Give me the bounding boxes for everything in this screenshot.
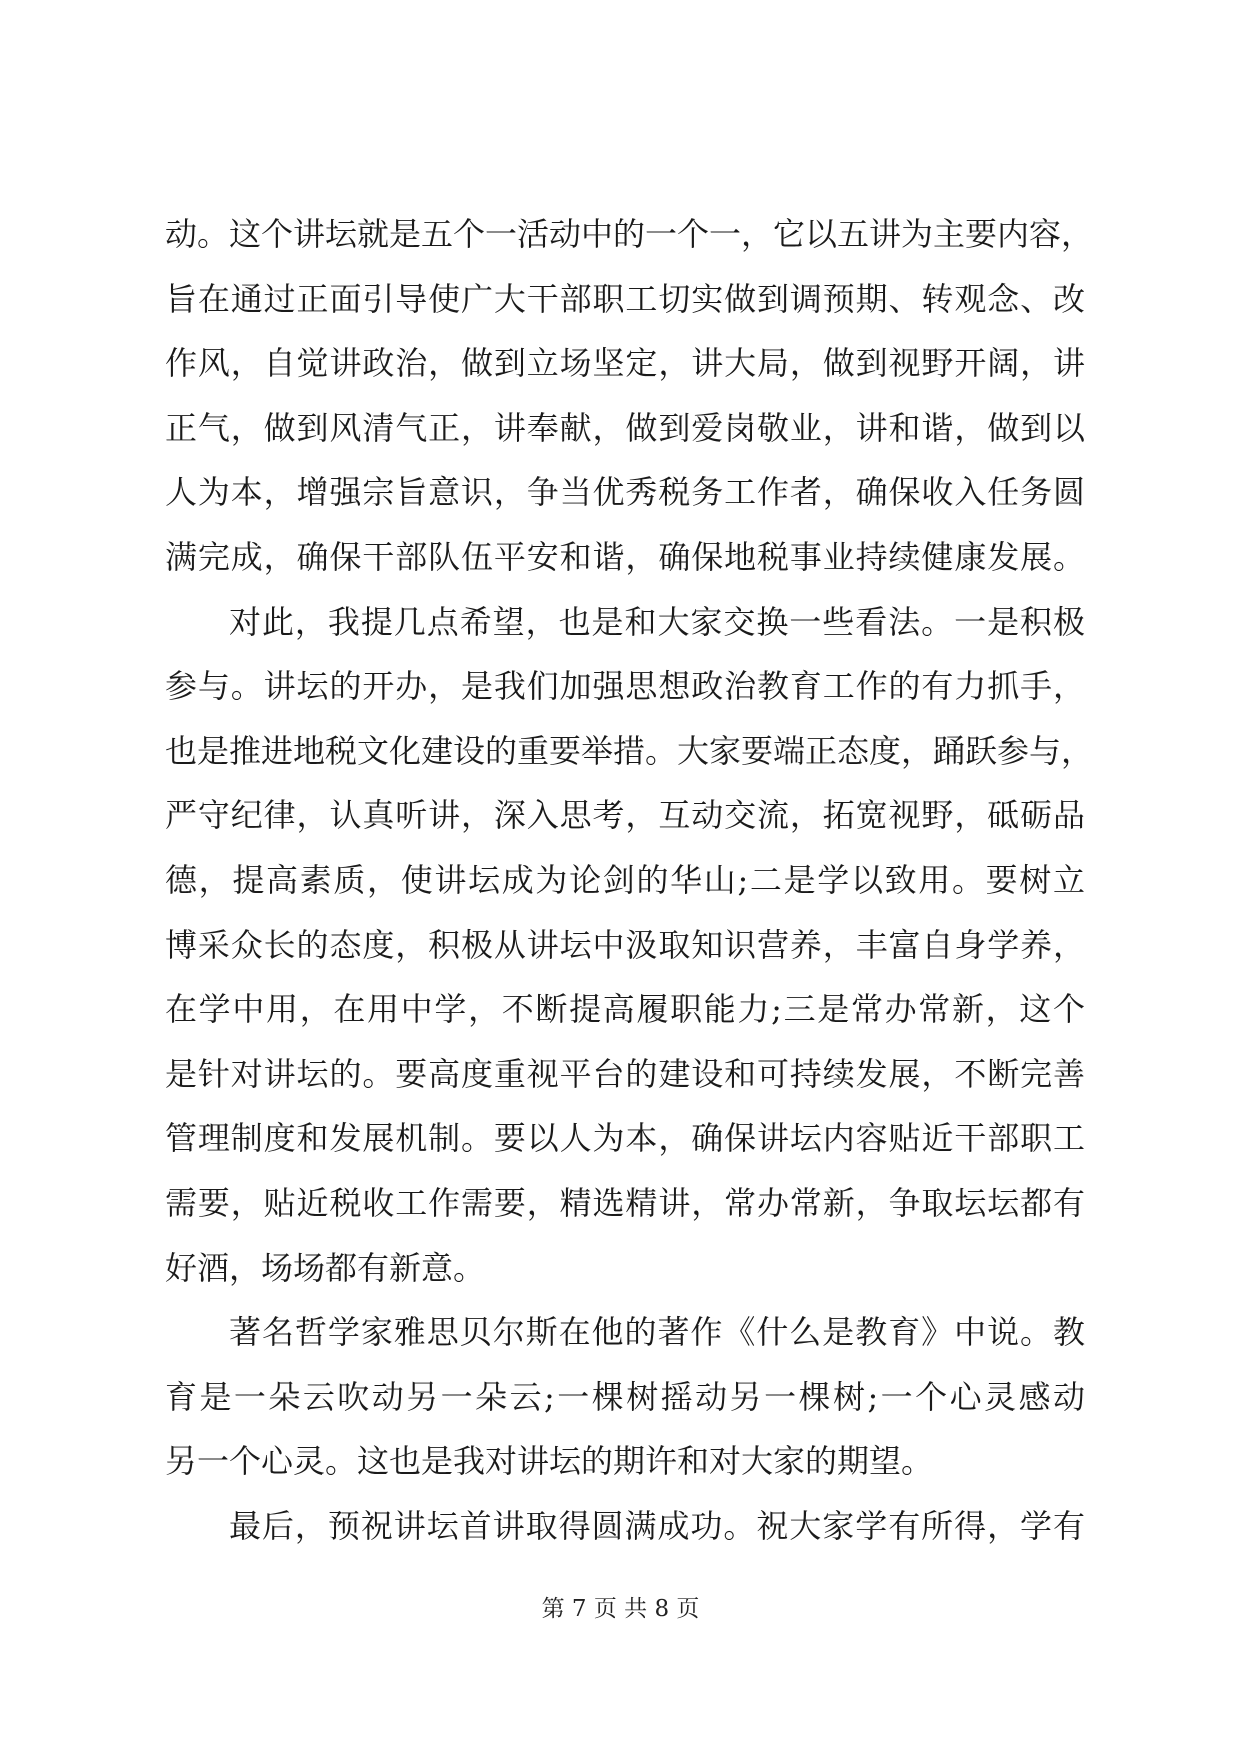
text-line: 博采众长的态度，积极从讲坛中汲取知识营养，丰富自身学养，: [165, 925, 1085, 964]
text-line: 在学中用，在用中学，不断提高履职能力;三是常办常新，这个: [165, 990, 1085, 1029]
text-line: 需要，贴近税收工作需要，精选精讲，常办常新，争取坛坛都有: [165, 1183, 1085, 1222]
text-line: 育是一朵云吹动另一朵云;一棵树摇动另一棵树;一个心灵感动: [165, 1377, 1085, 1416]
paragraph-first-line: 对此，我提几点希望，也是和大家交换一些看法。一是积极: [229, 602, 1085, 641]
paragraph-last-line: 好酒，场场都有新意。: [165, 1248, 486, 1287]
text-line: 正气，做到风清气正，讲奉献，做到爱岗敬业，讲和谐，做到以: [165, 408, 1085, 447]
text-line: 管理制度和发展机制。要以人为本，确保讲坛内容贴近干部职工: [165, 1119, 1085, 1158]
text-line: 严守纪律，认真听讲，深入思考，互动交流，拓宽视野，砥砺品: [165, 796, 1085, 835]
paragraph-first-line: 最后，预祝讲坛首讲取得圆满成功。祝大家学有所得，学有: [229, 1506, 1085, 1545]
text-line: 动。这个讲坛就是五个一活动中的一个一，它以五讲为主要内容，: [165, 215, 1094, 253]
text-line: 是针对讲坛的。要高度重视平台的建设和可持续发展，不断完善: [165, 1054, 1085, 1093]
text-line: 德，提高素质，使讲坛成为论剑的华山;二是学以致用。要树立: [165, 860, 1085, 899]
text-line: 作风，自觉讲政治，做到立场坚定，讲大局，做到视野开阔，讲: [165, 344, 1085, 383]
text-line: 也是推进地税文化建设的重要举措。大家要端正态度，踊跃参与，: [165, 731, 1094, 770]
text-line: 满完成，确保干部队伍平安和谐，确保地税事业持续健康发展。: [165, 537, 1085, 576]
page-number-footer: 第 7 页 共 8 页: [541, 1596, 700, 1622]
text-line: 旨在通过正面引导使广大干部职工切实做到调预期、转观念、改: [165, 279, 1085, 318]
paragraph-last-line: 另一个心灵。这也是我对讲坛的期许和对大家的期望。: [165, 1442, 934, 1481]
body-text: [165, 202, 1094, 1558]
paragraph-first-line: 著名哲学家雅思贝尔斯在他的著作《什么是教育》中说。教: [229, 1313, 1085, 1352]
text-line: 人为本，增强宗旨意识，争当优秀税务工作者，确保收入任务圆: [165, 473, 1085, 512]
text-line: 参与。讲坛的开办，是我们加强思想政治教育工作的有力抓手，: [165, 667, 1085, 706]
